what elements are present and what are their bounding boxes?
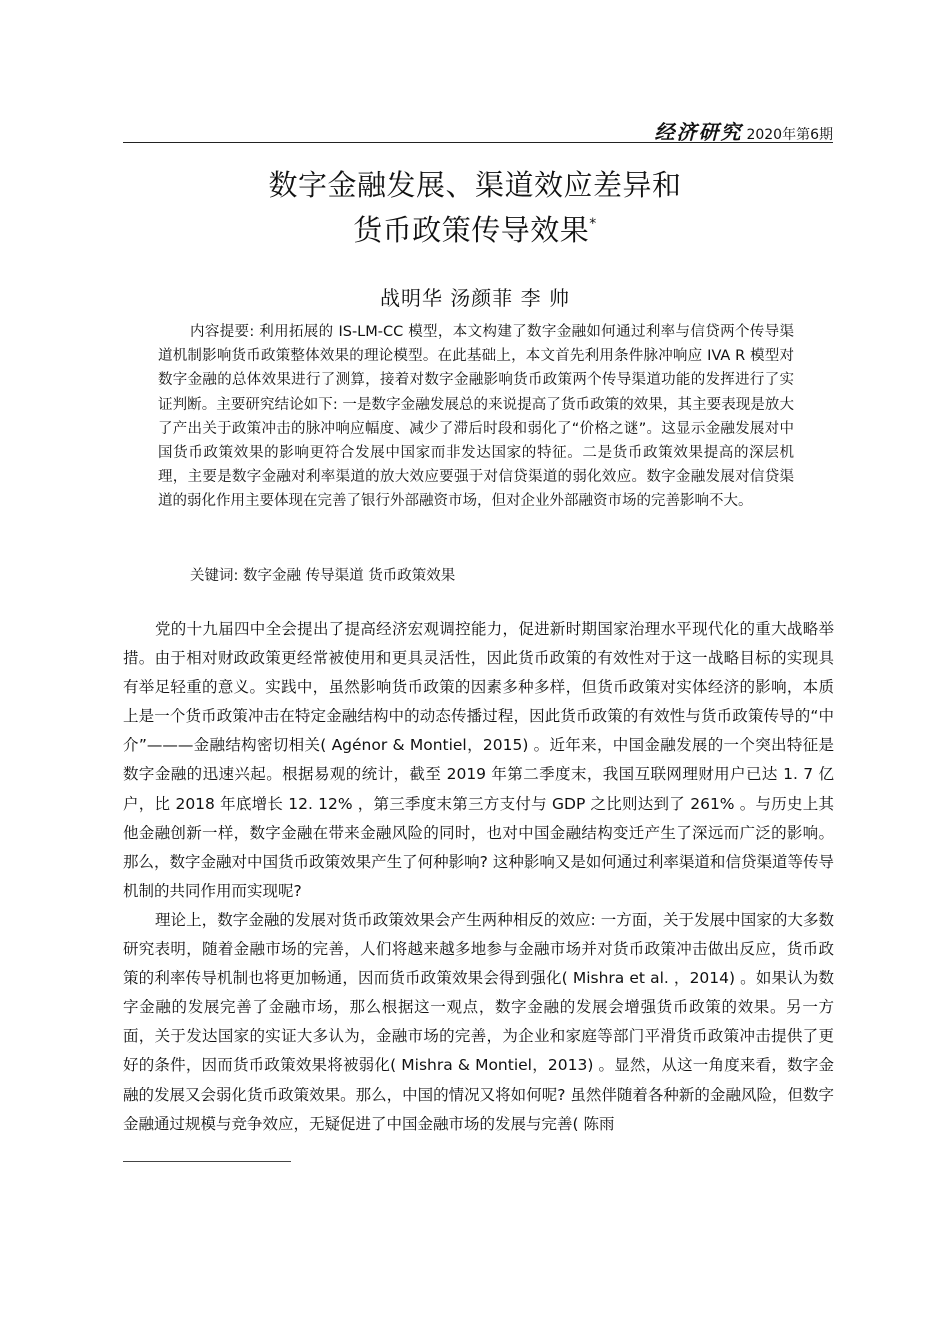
running-header bbox=[123, 116, 833, 143]
article-title-line-1 bbox=[0, 163, 950, 207]
journal-name: 经济研究 bbox=[654, 120, 743, 144]
body-text bbox=[123, 615, 834, 1139]
body-paragraph-2: 理论上，数字金融的发展对货币政策效果会产生两种相反的效应: 一方面，关于发展中国家的大多数研究表明，随着金融市场的完善，人们将越来越多地参与金融市场并对货币政策冲击做出反应，货币政策的利率传导机制也将更加畅通，因而货币政策效果会得到强化( Mishra et al. ，2014) 。如果认为数字金融的发展完善了金融市场，那么根据这一观点，数字金融的发展会增强货币政策的效果。另一方面，关于发达国家的实证大多认为，金融市场的完善，为企业和家庭等部门平滑货币政策冲击提供了更好的条件，因而货币政策效果将被弱化( Mishra & Montiel，2013) 。显然，从这一角度来看，数字金融的发展又会弱化货币政策效果。那么，中国的情况又将如何呢? 虽然伴随着各种新的金融风险，但数字金融通过规模与竞争效应，无疑促进了中国金融市场的发展与完善( 陈雨 bbox=[123, 910, 834, 1133]
abstract bbox=[158, 320, 794, 514]
article-title-line-2 bbox=[0, 208, 950, 252]
body-paragraph-1: 党的十九届四中全会提出了提高经济宏观调控能力，促进新时期国家治理水平现代化的重大战略举措。由于相对财政政策更经常被使用和更具灵活性，因此货币政策的有效性对于这一战略目标的实现具有举足轻重的意义。实践中，虽然影响货币政策的因素多种多样，但货币政策对实体经济的影响，本质上是一个货币政策冲击在特定金融结构中的动态传播过程，因此货币政策的有效性与货币政策传导的“中介”———金融结构密切相关( Agénor & Montiel，2015) 。近年来，中国金融发展的一个突出特征是数字金融的迅速兴起。根据易观的统计，截至 2019 年第二季度末，我国互联网理财用户已达 1. 7 亿户，比 2018 年底增长 12. 12% ，第三季度末第三方支付与 GDP 之比则达到了 261% 。与历史上其他金融创新一样，数字金融在带来金融风险的同时，也对中国金融结构变迁产生了深远而广泛的影响。那么，数字金融对中国货币政策效果产生了何种影响? 这种影响又是如何通过利率渠道和信贷渠道等传导机制的共同作用而实现呢? bbox=[123, 620, 834, 900]
title-text-2: 货币政策传导效果 bbox=[353, 213, 590, 247]
abstract-text: 内容提要: 利用拓展的 IS-LM-CC 模型，本文构建了数字金融如何通过利率与信贷两个传导渠道机制影响货币政策整体效果的理论模型。在此基础上，本文首先利用条件脉冲响应 IVA R 模型对数字金融的总体效果进行了测算，接着对数字金融影响货币政策两个传导渠道功能的发挥进行了实证判断。主要研究结论如下: 一是数字金融发展总的来说提高了货币政策的效果，其主要表现是放大了产出关于政策冲击的脉冲响应幅度、减少了滞后时段和弱化了“价格之谜”。这显示金融发展对中国货币政策效果的影响更符合发展中国家而非发达国家的特征。二是货币政策效果提高的深层机理，主要是数字金融对利率渠道的放大效应要强于对信贷渠道的弱化效应。数字金融发展对信贷渠道的弱化作用主要体现在完善了银行外部融资市场，但对企业外部融资市场的完善影响不大。 bbox=[158, 324, 794, 510]
author-list: 战明华 汤颜菲 李 帅 bbox=[379, 286, 571, 310]
title-text-1: 数字金融发展、渠道效应差异和 bbox=[268, 168, 682, 202]
footnote-divider bbox=[123, 1161, 291, 1162]
keywords: 关键词: 数字金融 传导渠道 货币政策效果 bbox=[190, 568, 456, 584]
title-footnote-marker: * bbox=[589, 216, 597, 232]
issue-number: 2020年第6期 bbox=[746, 127, 833, 143]
